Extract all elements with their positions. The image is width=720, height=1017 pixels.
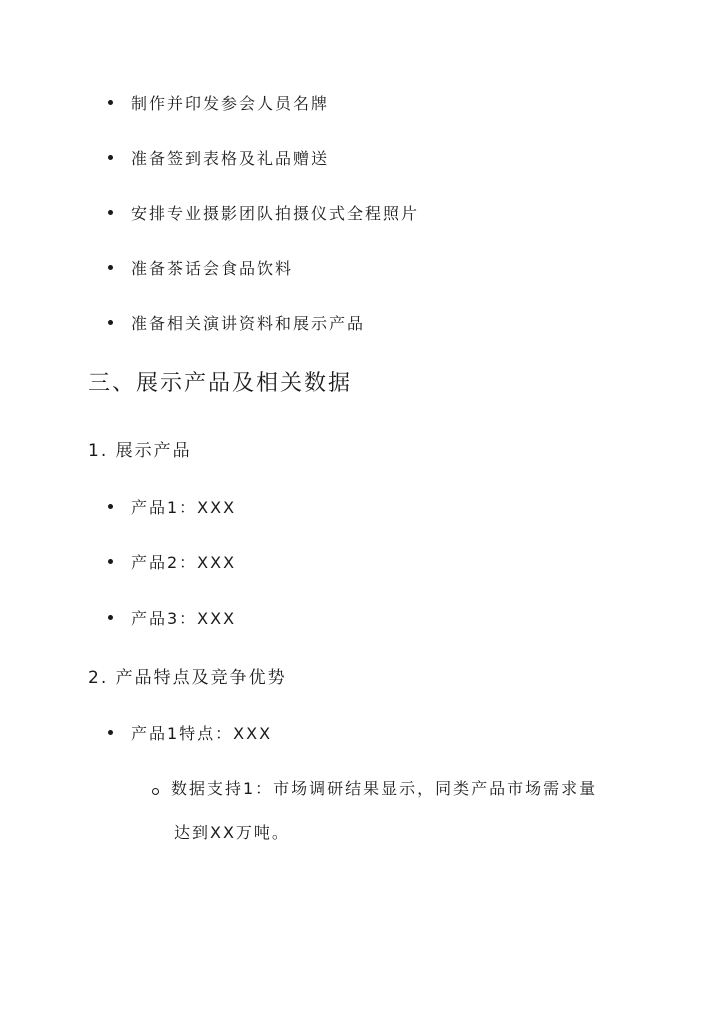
list-item-text: 准备签到表格及礼品赠送: [131, 148, 330, 168]
list-item-text: 安排专业摄影团队拍摄仪式全程照片: [131, 203, 420, 223]
list-item-text: 产品1：XXX: [131, 497, 237, 517]
hollow-bullet-icon: [152, 788, 159, 795]
list-item: [106, 88, 329, 116]
list-item-text: 制作并印发参会人员名牌: [131, 93, 330, 113]
list-item-text: 产品3：XXX: [131, 608, 237, 628]
list-item-text: 准备茶话会食品饮料: [131, 258, 294, 278]
list-item: [106, 718, 272, 746]
list-item: [106, 198, 419, 226]
bullet-icon: [108, 615, 113, 620]
bullet-icon: [108, 100, 113, 105]
sub-list-item: [152, 776, 597, 799]
list-item: [106, 308, 365, 336]
list-item: [106, 603, 236, 631]
list-item-text: 产品2：XXX: [131, 552, 237, 572]
subsection-heading: 2. 产品特点及竞争优势: [88, 668, 287, 688]
section-heading: 三、展示产品及相关数据: [88, 371, 353, 396]
sub-list-item-continuation: 达到XX万吨。: [174, 823, 290, 842]
list-item-text: 产品1特点：XXX: [131, 723, 273, 743]
bullet-icon: [108, 320, 113, 325]
bullet-icon: [108, 265, 113, 270]
bullet-icon: [108, 155, 113, 160]
list-item: [106, 253, 293, 281]
bullet-icon: [108, 210, 113, 215]
list-item: [106, 492, 236, 520]
list-item: [106, 547, 236, 575]
bullet-icon: [108, 730, 113, 735]
subsection-heading: 1. 展示产品: [88, 441, 192, 461]
list-item: [106, 143, 329, 171]
bullet-icon: [108, 559, 113, 564]
sub-list-item-text: 数据支持1：市场调研结果显示，同类产品市场需求量: [171, 779, 598, 798]
bullet-icon: [108, 504, 113, 509]
list-item-text: 准备相关演讲资料和展示产品: [131, 313, 366, 333]
